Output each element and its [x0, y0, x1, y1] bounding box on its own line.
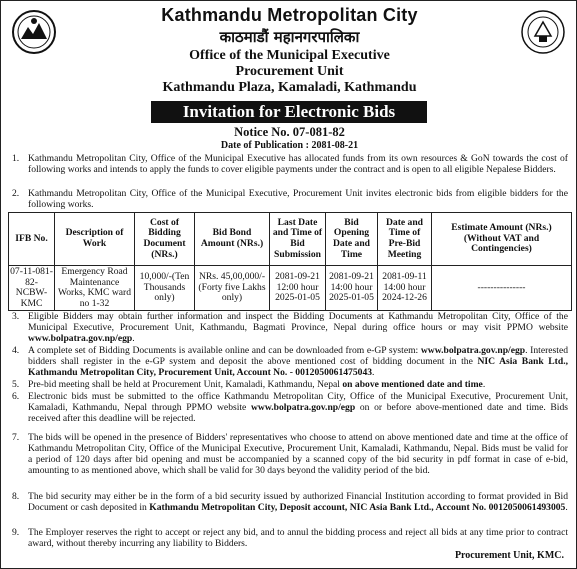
paragraph-8: 8. The bid security may either be in the form of a bid security issued by authorized Financial Institution according to format provided in Bid Document or cash deposited in Kathmandu Metropolitan City, Deposit account, NIC Asia Bank Ltd., Account No. 0012050061493005. — [12, 491, 568, 513]
cell-submission-date: 2081-09-21 12:00 hour 2025-01-05 — [270, 266, 326, 311]
cell-description: Emergency Road Maintenance Works, KMC ward no 1-32 — [55, 266, 135, 311]
header-ifb-no: IFB No. — [9, 213, 55, 266]
cell-opening-date: 2081-09-21 14:00 hour 2025-01-05 — [326, 266, 378, 311]
egp-website-link[interactable]: www.bolpatra.gov.np/egp — [420, 345, 526, 356]
cell-ifb-no: 07-11-081-82-NCBW-KMC — [9, 266, 55, 311]
table-header-row — [9, 213, 572, 266]
header-description: Description of Work — [55, 213, 135, 266]
publication-date: Date of Publication : 2081-08-21 — [220, 140, 359, 151]
unit-name: Procurement Unit — [235, 64, 344, 79]
bank-account-document: NIC Asia Bank Ltd., Kathmandu Metropolitan City, Procurement Unit, Account No. - 0012050061475043 — [28, 356, 568, 378]
prebid-timing: on above mentioned date and time — [342, 379, 483, 390]
cell-bid-bond: NRs. 45,00,000/- (Forty five Lakhs only) — [195, 266, 270, 311]
header-submission-date: Last Date and Time of Bid Submission — [270, 213, 326, 266]
header-estimate-amount: Estimate Amount (NRs.) (Without VAT and Contingencies) — [432, 213, 572, 266]
city-name-nepali: काठमाडौं महानगरपालिका — [219, 28, 360, 46]
header-opening-date: Bid Opening Date and Time — [326, 213, 378, 266]
bid-table — [8, 212, 572, 311]
office-address: Kathmandu Plaza, Kamaladi, Kathmandu — [162, 80, 417, 95]
ppmo-website-link[interactable]: www.bolpatra.gov.np/egp — [28, 333, 133, 344]
signature: Procurement Unit, KMC. — [454, 550, 564, 561]
paragraph-5: 5. Pre-bid meeting shall be held at Procurement Unit, Kamaladi, Kathmandu, Nepal on above mentioned date and time. — [12, 379, 486, 390]
table-row — [9, 266, 572, 311]
paragraph-3: 3. Eligible Bidders may obtain further information and inspect the Bidding Documents at Kathmandu Metropolitan City, Office of the Municipal Executive, Procurement Unit, Kathmandu, Bagmati Province, Nepal during office hours or may visit PPMO website www.bolpatra.gov.np/egp. — [12, 311, 568, 344]
cell-estimate-amount: --------------- — [432, 266, 572, 311]
submission-website-link[interactable]: www.bolpatra.gov.np/egp — [250, 402, 356, 413]
paragraph-2: 2. Kathmandu Metropolitan City, Office of the Municipal Executive, Procurement Unit invites electronic bids from eligible bidders for the following works. — [12, 188, 568, 210]
paragraph-6: 6. Electronic bids must be submitted to the office Kathmandu Metropolitan City, Office of the Municipal Executive, Procurement Unit, Kamaladi, Kathmandu, Nepal through PPMO website www.bolpatra.gov.np/egp on or before above-mentioned date and time. Bids received after this deadline will be rejected. — [12, 391, 568, 424]
office-name: Office of the Municipal Executive — [189, 48, 390, 63]
notice-number: Notice No. 07-081-82 — [234, 125, 345, 139]
cell-prebid-date: 2081-09-11 14:00 hour 2024-12-26 — [378, 266, 432, 311]
paragraph-1: 1. Kathmandu Metropolitan City, Office of the Municipal Executive has allocated funds from its own resources & GoN towards the cost of following works and intends to apply the funds to cover eligible payments under the contract and is open to all eligible Nepalese Bidders. — [12, 153, 568, 175]
cell-document-cost: 10,000/-(Ten Thousands only) — [135, 266, 195, 311]
header-prebid-date: Date and Time of Pre-Bid Meeting — [378, 213, 432, 266]
deposit-account: Kathmandu Metropolitan City, Deposit account, NIC Asia Bank Ltd., Account No. 0012050061493005 — [149, 502, 566, 513]
header-bid-bond: Bid Bond Amount (NRs.) — [195, 213, 270, 266]
header-document-cost: Cost of Bidding Document (NRs.) — [135, 213, 195, 266]
city-name: Kathmandu Metropolitan City — [161, 5, 418, 25]
notice-banner: Invitation for Electronic Bids — [151, 101, 427, 123]
paragraph-9: 9. The Employer reserves the right to accept or reject any bid, and to annul the bidding process and reject all bids at any time prior to contract award, without thereby incurring any liability to Bidders. — [12, 527, 568, 549]
paragraph-4: 4. A complete set of Bidding Documents is available online and can be downloaded from e-GP system: www.bolpatra.gov.np/egp. Interested bidders shall register in the e-GP system and deposit the above mentioned cost of bidding document in the NIC Asia Bank Ltd., Kathmandu Metropolitan City, Procurement Unit, Account No. - 0012050061475043. — [12, 345, 568, 378]
paragraph-7: 7. The bids will be opened in the presence of Bidders' representatives who choose to attend on above mentioned date and time at the office of Kathmandu Metropolitan City, Office of the Municipal Executive, Procurement Unit, Kamaladi, Kathmandu, Nepal. Bids must be valid for a period of 120 days after bid opening and must be accompanied by a scanned copy of the bid security in pdf format in case of e-bid, amounting to as mentioned above, which shall be valid for 30 days beyond the validity period of the bid. — [12, 432, 568, 476]
